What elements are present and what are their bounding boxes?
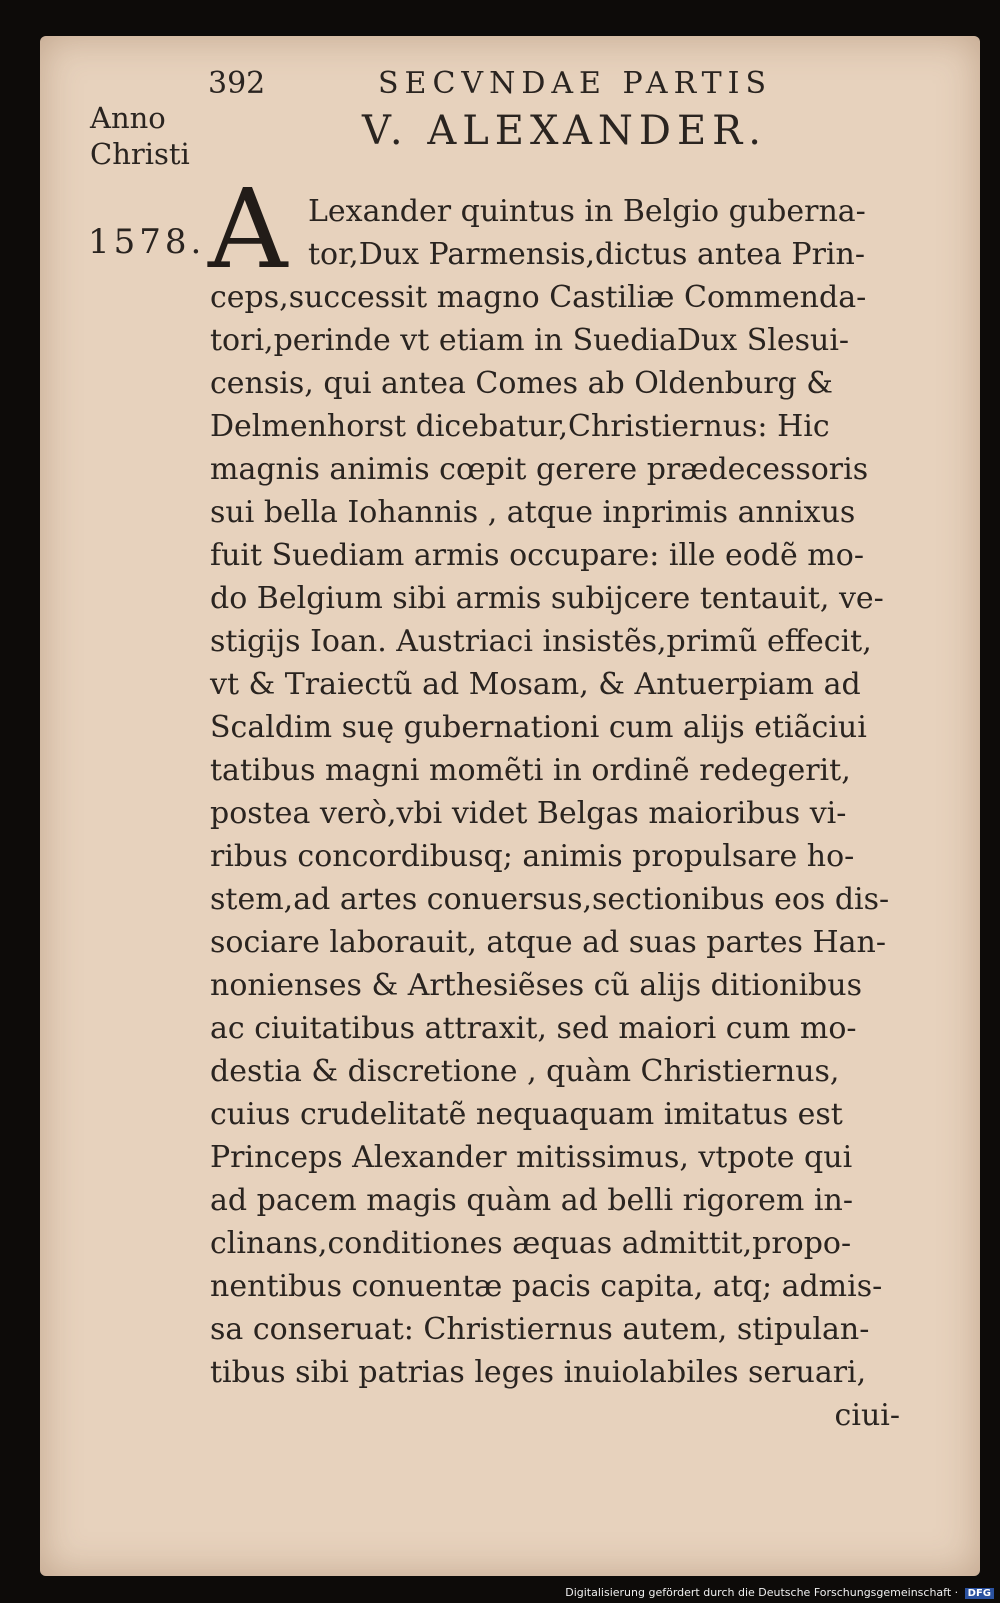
text-line: ribus concordibusq; animis propulsare ho- <box>210 839 855 874</box>
catchword: ciui- <box>834 1398 900 1433</box>
margin-year: 1578. <box>88 222 206 262</box>
text-line: cuius crudelitatẽ nequaquam imitatus est <box>210 1097 843 1132</box>
text-line: Princeps Alexander mitissimus, vtpote qui <box>210 1140 853 1175</box>
chapter-heading: V. ALEXANDER. <box>362 108 768 154</box>
text-line: tor,Dux Parmensis,dictus antea Prin- <box>308 237 865 272</box>
text-line: sociare laborauit, atque ad suas partes Han- <box>210 925 886 960</box>
text-line: fuit Suediam armis occupare: ille eodẽ mo- <box>210 538 864 573</box>
text-line: Delmenhorst dicebatur,Christiernus: Hic <box>210 409 830 444</box>
text-line: tori,perinde vt etiam in SuediaDux Slesui- <box>210 323 850 358</box>
margin-note-line: Christi <box>90 137 190 171</box>
text-line: magnis animis cœpit gerere prædecessoris <box>210 452 869 487</box>
text-line: clinans,conditiones æquas admittit,propo- <box>210 1226 852 1261</box>
text-line: ad pacem magis quàm ad belli rigorem in- <box>210 1183 853 1218</box>
text-line: do Belgium sibi armis subijcere tentauit, ve- <box>210 581 884 616</box>
text-line: sa conseruat: Christiernus autem, stipulan- <box>210 1312 870 1347</box>
text-line: stigijs Ioan. Austriaci insistẽs,primũ effecit, <box>210 624 872 659</box>
text-line: Lexander quintus in Belgio guberna- <box>308 194 866 229</box>
text-line: ac ciuitatibus attraxit, sed maiori cum mo- <box>210 1011 857 1046</box>
text-line: tatibus magni momẽti in ordinẽ redegerit, <box>210 753 851 788</box>
running-head: SECVNDAE PARTIS <box>378 66 773 101</box>
text-line: vt & Traiectũ ad Mosam, & Antuerpiam ad <box>210 667 861 702</box>
text-line: censis, qui antea Comes ab Oldenburg & <box>210 366 833 401</box>
body-text <box>210 190 910 1437</box>
text-line: sui bella Iohannis , atque inprimis annixus <box>210 495 856 530</box>
digitization-credit <box>565 1586 994 1599</box>
page-number: 392 <box>208 66 266 101</box>
dfg-logo: DFG <box>965 1588 994 1599</box>
text-line: ceps,successit magno Castiliæ Commenda- <box>210 280 867 315</box>
text-line: stem,ad artes conuersus,sectionibus eos dis- <box>210 882 890 917</box>
text-line: nentibus conuentæ pacis capita, atq; admis- <box>210 1269 883 1304</box>
text-line: nonienses & Arthesiẽses cũ alijs ditionibus <box>210 968 862 1003</box>
text-line: destia & discretione , quàm Christiernus, <box>210 1054 840 1089</box>
margin-note <box>90 100 190 172</box>
text-line: Scaldim suę gubernationi cum alijs etiãciui <box>210 710 867 745</box>
text-line: tibus sibi patrias leges inuiolabiles seruari, <box>210 1355 867 1390</box>
credit-text: Digitalisierung gefördert durch die Deutsche Forschungsgemeinschaft · <box>565 1586 959 1599</box>
margin-note-line: Anno <box>90 101 166 135</box>
drop-cap: A <box>208 165 288 293</box>
text-line: postea verò,vbi videt Belgas maioribus vi- <box>210 796 847 831</box>
